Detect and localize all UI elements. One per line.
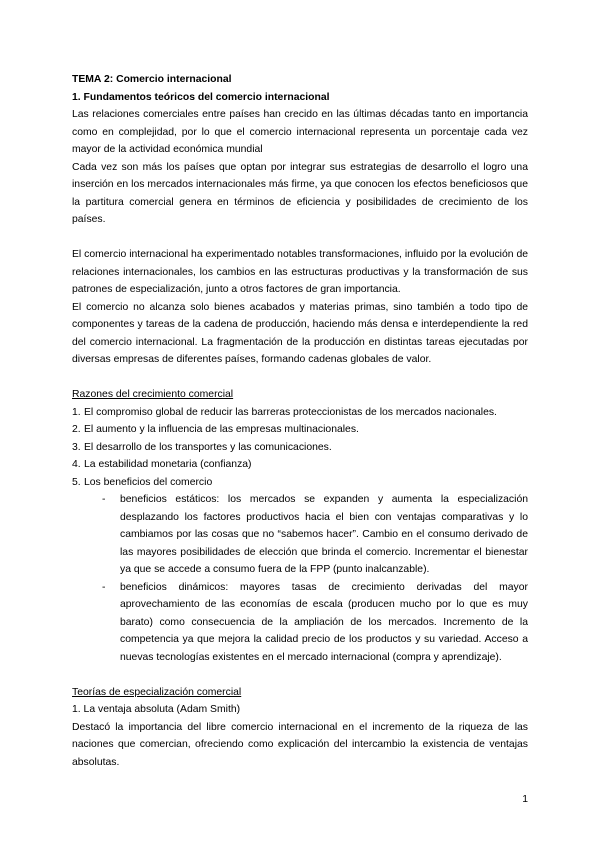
theory-heading: 1. La ventaja absoluta (Adam Smith): [72, 704, 241, 715]
list-item-text: Los beneficios del comercio: [84, 476, 213, 488]
list-item: [72, 456, 528, 474]
list-item: [102, 491, 528, 579]
list-number: 2.: [72, 424, 81, 435]
list-number: 5.: [72, 476, 81, 488]
list-item-text: El compromiso global de reducir las barreras proteccionistas de los mercados nacionales.: [84, 406, 497, 418]
list-item-text: El aumento y la influencia de las empresas multinacionales.: [84, 424, 359, 435]
paragraph: El comercio no alcanza solo bienes acabados y materias primas, sino también a todo tipo de componentes y tareas de la cadena de producción, haciendo más densa e interdependiente la red del comercio internacional. La fragmentación de la producción en distintas tareas ejecutadas por diversas empresas de diferentes países, formando cadenas globales de valor.: [72, 301, 528, 365]
doc-title: TEMA 2: Comercio internacional: [72, 74, 232, 85]
dash-bullet: -: [102, 581, 106, 593]
list-number: 1.: [72, 406, 81, 418]
subsection-heading: Razones del crecimiento comercial: [72, 389, 234, 400]
blank-line: [72, 369, 528, 387]
paragraph: Las relaciones comerciales entre países han crecido en las últimas décadas tanto en importancia como en complejidad, por lo que el comercio internacional representa un porcentaje cada vez mayor de la actividad económica mundial: [72, 109, 528, 155]
document-body: [72, 71, 528, 771]
dash-bullet: -: [102, 494, 106, 505]
benefits-list: [84, 491, 528, 666]
list-number: 4.: [72, 459, 81, 470]
paragraph: Destacó la importancia del libre comercio internacional en el incremento de la riqueza de las naciones que comercian, ofreciendo como explicación del intercambio la existencia de ventajas absolutas.: [72, 721, 528, 768]
list-item: [102, 579, 528, 667]
list-item-text: El desarrollo de los transportes y las comunicaciones.: [84, 441, 332, 453]
subsection-heading: Teorías de especialización comercial: [72, 686, 242, 698]
list-item: [72, 439, 528, 457]
reasons-list: [72, 404, 528, 667]
list-item: [72, 421, 528, 439]
paragraph: El comercio internacional ha experimentado notables transformaciones, influido por la evolución de relaciones internacionales, los cambios en las estructuras productivas y la transformación de sus patrones de especialización, junto a otros factores de gran importancia.: [72, 249, 528, 295]
list-item: [72, 474, 528, 667]
list-number: 3.: [72, 441, 81, 453]
list-item-text: beneficios dinámicos: mayores tasas de crecimiento derivadas del mayor aprovechamiento de las economías de escala (producen mucho por lo que es muy barato) como consecuencia de la ampliación de los mercados. Incremento de la competencia ya que mejora la calidad precio de los productos y su variedad. Acceso a nuevas tecnologías existentes en el mercado internacional (compra y aprendizaje).: [120, 581, 528, 663]
blank-line: [72, 229, 528, 247]
page-number: 1: [522, 794, 528, 805]
paragraph: Cada vez son más los países que optan por integrar sus estrategias de desarrollo el logro una inserción en los mercados internacionales más firme, ya que conocen los efectos beneficiosos que la partitura comercial genera en términos de eficiencia y posibilidades de crecimiento de los países.: [72, 161, 528, 225]
list-item-text: beneficios estáticos: los mercados se expanden y aumenta la especialización desplazando los factores productivos hacia el bien con ventajas comparativas y lo cambiamos por las cosas que no “sabemos hacer”. Cambio en el consumo derivado de las mayores posibilidades de elección que brinda el comercio. Incrementar el bienestar ya que se accede a consumo fuera de la FPP (punto inalcanzable).: [120, 494, 528, 575]
blank-line: [72, 666, 528, 684]
list-item-text: La estabilidad monetaria (confianza): [84, 459, 252, 470]
list-item: [72, 404, 528, 422]
section-heading: 1. Fundamentos teóricos del comercio internacional: [72, 91, 330, 103]
